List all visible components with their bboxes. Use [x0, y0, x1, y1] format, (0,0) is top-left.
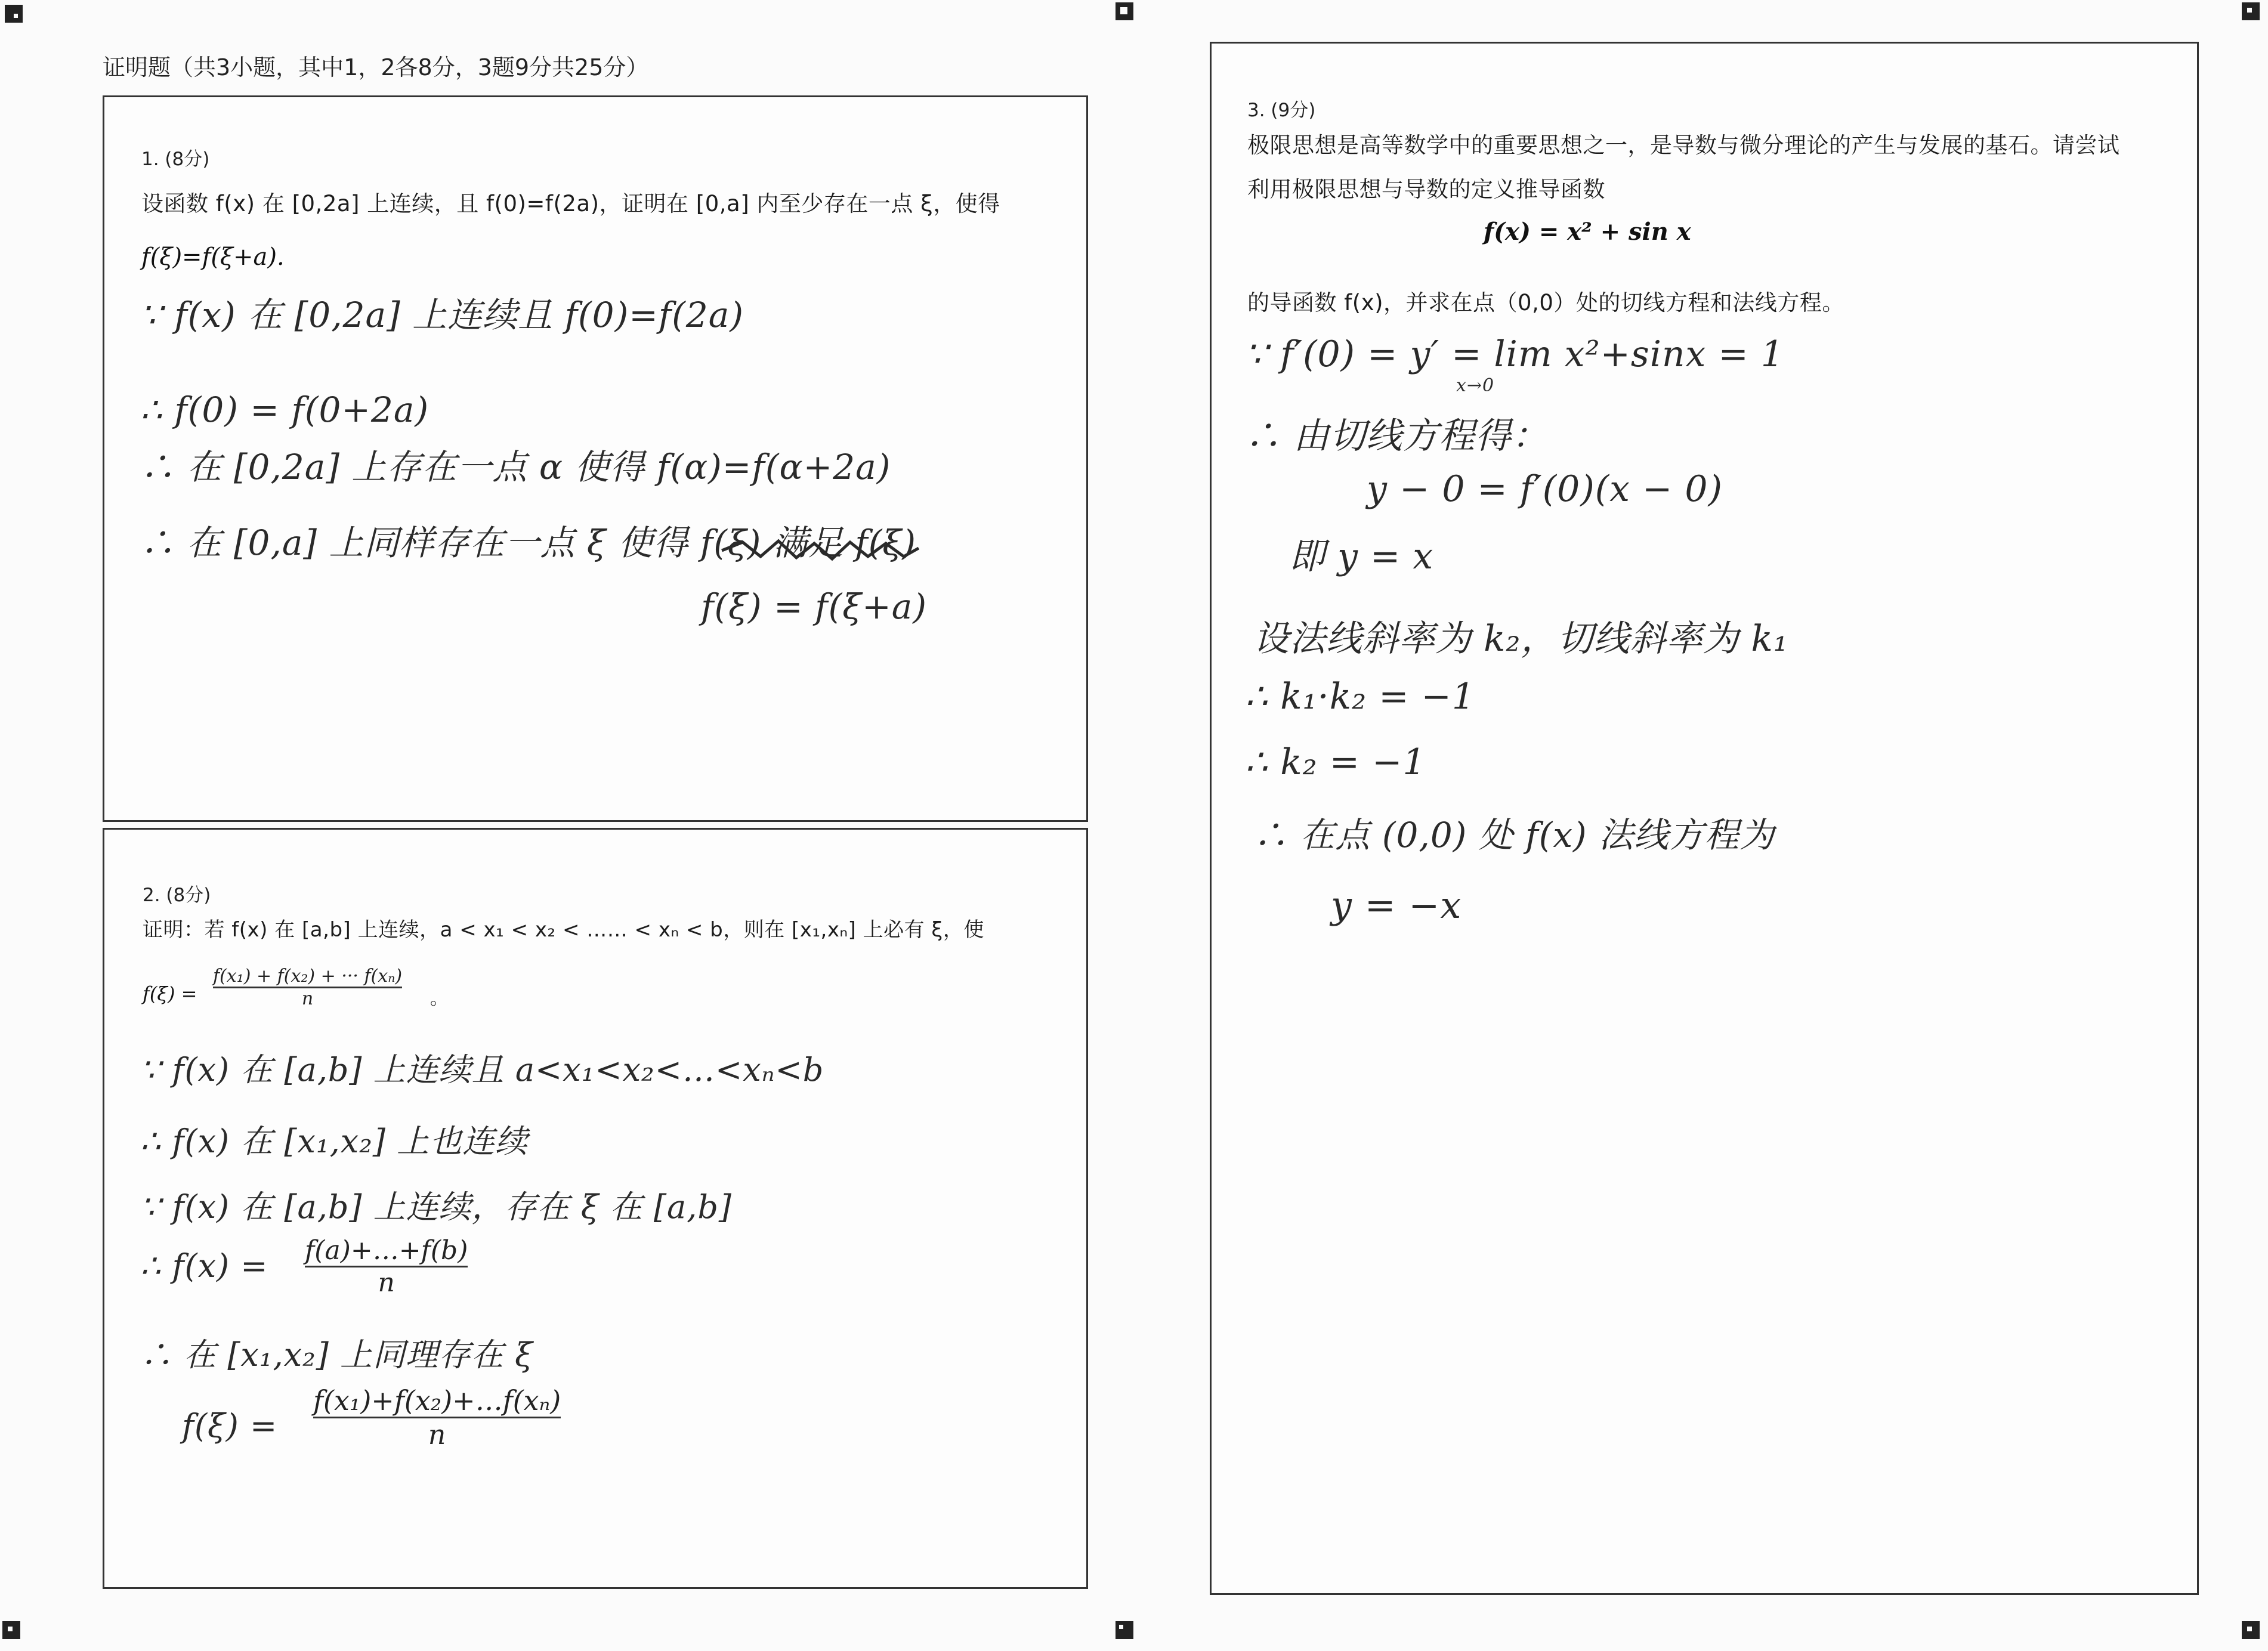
- question-3-problem-line-1: 极限思想是高等数学中的重要思想之一，是导数与微分理论的产生与发展的基石。请尝试: [1247, 132, 2120, 158]
- question-3-answer-line-6: ∴ k₁·k₂ = −1: [1245, 676, 1476, 718]
- question-2-box: [103, 828, 1088, 1589]
- question-2-answer-fraction-2: [313, 1384, 561, 1451]
- question-2-answer-line-3: ∵ f(x) 在 [a,b] 上连续，存在 ξ 在 [a,b]: [140, 1188, 732, 1226]
- question-3-answer-line-8: ∴ 在点 (0,0) 处 f(x) 法线方程为: [1253, 815, 1775, 855]
- question-3-answer-line-1: ∵ f′(0) = y′ = lim x²+sinx = 1: [1245, 333, 1784, 375]
- registration-marker-bottom-center: [1116, 1621, 1133, 1639]
- question-2-number: 2. (8分): [143, 885, 211, 906]
- question-2-answer-fraction-1-numerator: f(a)+…+f(b): [305, 1235, 468, 1266]
- question-2-answer-line-6: f(ξ) =: [182, 1407, 278, 1445]
- question-3-answer-line-7: ∴ k₂ = −1: [1245, 741, 1426, 783]
- question-3-problem-formula: f(x) = x² + sin x: [1484, 218, 1691, 246]
- registration-marker-top-left: [5, 5, 23, 23]
- question-2-formula-fraction: [213, 966, 402, 1009]
- question-3-answer-line-5: 设法线斜率为 k₂，切线斜率为 k₁: [1253, 618, 1788, 660]
- question-2-answer-line-2: ∴ f(x) 在 [x₁,x₂] 上也连续: [140, 1123, 529, 1160]
- question-2-answer-fraction-2-numerator: f(x₁)+f(x₂)+…f(xₙ): [313, 1384, 561, 1417]
- question-1-problem-line-1: 设函数 f(x) 在 [0,2a] 上连续，且 f(0)=f(2a)，证明在 [0,a] 内至少存在一点 ξ，使得: [141, 191, 1000, 217]
- question-1-number: 1. (8分): [141, 149, 210, 170]
- section-title: 证明题（共3小题，其中1，2各8分，3题9分共25分）: [103, 54, 649, 81]
- question-3-answer-line-4: 即 y = x: [1289, 536, 1434, 577]
- question-3-answer-line-2: ∴ 由切线方程得：: [1245, 415, 1549, 457]
- question-3-answer-line-9: y = −x: [1331, 883, 1462, 927]
- question-1-answer-line-3: ∴ 在 [0,2a] 上存在一点 α 使得 f(α)=f(α+2a): [140, 447, 891, 487]
- question-1-answer-line-2: ∴ f(0) = f(0+2a): [140, 389, 430, 430]
- registration-marker-bottom-left: [2, 1621, 20, 1639]
- question-2-formula-denominator: n: [213, 987, 402, 1009]
- question-3-number: 3. (9分): [1247, 100, 1316, 121]
- question-3-answer-limit-subscript: x→0: [1456, 375, 1495, 396]
- question-3-problem-line-2: 利用极限思想与导数的定义推导函数: [1247, 177, 1605, 202]
- question-2-problem-line-1: 证明：若 f(x) 在 [a,b] 上连续，a < x₁ < x₂ < …… < xₙ < b，则在 [x₁,xₙ] 上必有 ξ，使: [143, 918, 984, 942]
- question-3-answer-line-3: y − 0 = f′(0)(x − 0): [1367, 468, 1723, 510]
- strikethrough-mark: [719, 533, 922, 568]
- question-1-box: [103, 95, 1088, 822]
- question-1-answer-line-1: ∵ f(x) 在 [0,2a] 上连续且 f(0)=f(2a): [140, 295, 744, 335]
- question-1-answer-line-4: ∴ 在 [0,a] 上同样存在一点 ξ 使得 f(ξ) 满足 f(ξ): [140, 522, 916, 563]
- question-2-answer-line-4: ∴ f(x) =: [140, 1247, 268, 1285]
- registration-marker-top-center: [1116, 2, 1133, 20]
- question-3-problem-line-3: 的导函数 f(x)，并求在点（0,0）处的切线方程和法线方程。: [1247, 290, 1844, 316]
- question-2-formula-end: 。: [430, 988, 448, 1009]
- question-2-answer-fraction-1-denominator: n: [305, 1266, 468, 1298]
- question-2-answer-line-1: ∵ f(x) 在 [a,b] 上连续且 a<x₁<x₂<…<xₙ<b: [140, 1051, 824, 1089]
- question-2-answer-fraction-2-denominator: n: [313, 1417, 561, 1451]
- question-2-answer-fraction-1: [305, 1235, 468, 1298]
- question-1-answer-line-5: f(ξ) = f(ξ+a): [701, 586, 927, 627]
- question-2-formula-numerator: f(x₁) + f(x₂) + ··· f(xₙ): [213, 966, 403, 987]
- question-2-answer-line-5: ∴ 在 [x₁,x₂] 上同理存在 ξ: [140, 1336, 533, 1374]
- question-3-box: [1210, 42, 2199, 1595]
- question-1-problem-line-2: f(ξ)=f(ξ+a).: [141, 243, 285, 271]
- registration-marker-top-right: [2242, 2, 2260, 20]
- registration-marker-bottom-right: [2242, 1621, 2260, 1639]
- question-2-formula-lhs: f(ξ) =: [143, 982, 197, 1005]
